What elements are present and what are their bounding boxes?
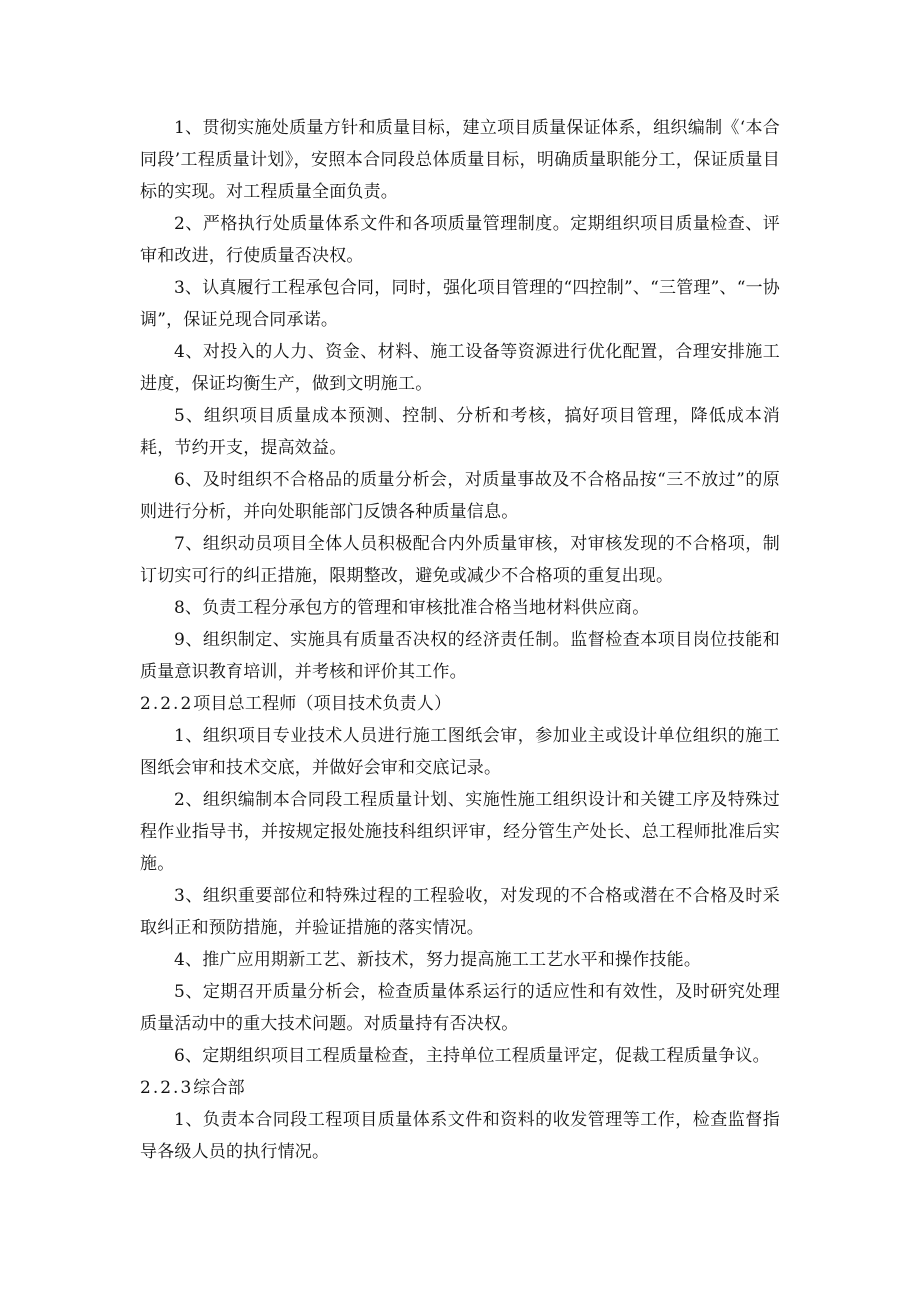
section-heading-2-2-3 [140,1072,780,1104]
paragraph-item: 7、组织动员项目全体人员积极配合内外质量审核，对审核发现的不合格项，制订切实可行的纠正措施，限期整改，避免或减少不合格项的重复出现。 [140,534,780,586]
paragraph-item: 6、定期组织项目工程质量检查，主持单位工程质量评定，促裁工程质量争议。 [174,1046,770,1066]
paragraph-item: 1、贯彻实施处质量方针和质量目标，建立项目质量保证体系，组织编制《‘本合同段’工程质量计划》，安照本合同段总体质量目标，明确质量职能分工，保证质量目标的实现。对工程质量全面负责。 [140,118,780,202]
section-heading-2-2-2 [140,688,780,720]
section-title: 项目总工程师（项目技术负责人） [193,694,452,714]
paragraph-item: 9、组织制定、实施具有质量否决权的经济责任制。监督检查本项目岗位技能和质量意识教育培训，并考核和评价其工作。 [140,630,780,682]
paragraph-item: 8、负责工程分承包方的管理和审核批准合格当地材料供应商。 [174,598,650,618]
paragraph-item: 5、定期召开质量分析会，检查质量体系运行的适应性和有效性，及时研究处理质量活动中的重大技术问题。对质量持有否决权。 [140,982,780,1034]
section-number: 2.2.3 [140,1078,194,1098]
paragraph-item: 2、严格执行处质量体系文件和各项质量管理制度。定期组织项目质量检查、评审和改进，行使质量否决权。 [140,214,780,266]
paragraph-item: 6、及时组织不合格品的质量分析会，对质量事故及不合格品按“三不放过”的原则进行分析，并向处职能部门反馈各种质量信息。 [140,470,780,522]
paragraph-item: 4、推广应用期新工艺、新技术，努力提高施工工艺水平和操作技能。 [174,950,702,970]
paragraph-item: 2、组织编制本合同段工程质量计划、实施性施工组织设计和关键工序及特殊过程作业指导书，并按规定报处施技科组织评审，经分管生产处长、总工程师批准后实施。 [140,790,780,874]
paragraph-item: 3、组织重要部位和特殊过程的工程验收，对发现的不合格或潜在不合格及时采取纠正和预防措施，并验证措施的落实情况。 [140,886,780,938]
section-number: 2.2.2 [140,694,194,714]
section-title: 综合部 [193,1078,245,1098]
paragraph-item: 1、组织项目专业技术人员进行施工图纸会审，参加业主或设计单位组织的施工图纸会审和技术交底，并做好会审和交底记录。 [140,726,780,778]
paragraph-item: 4、对投入的人力、资金、材料、施工设备等资源进行优化配置，合理安排施工进度，保证均衡生产，做到文明施工。 [140,342,780,394]
paragraph-item: 5、组织项目质量成本预测、控制、分析和考核，搞好项目管理，降低成本消耗，节约开支，提高效益。 [140,406,780,458]
paragraph-item: 1、负责本合同段工程项目质量体系文件和资料的收发管理等工作，检查监督指导各级人员的执行情况。 [140,1110,780,1162]
document-body [140,112,780,1168]
paragraph-item: 3、认真履行工程承包合同，同时，强化项目管理的“四控制”、“三管理”、“一协调”，保证兑现合同承诺。 [140,278,780,330]
